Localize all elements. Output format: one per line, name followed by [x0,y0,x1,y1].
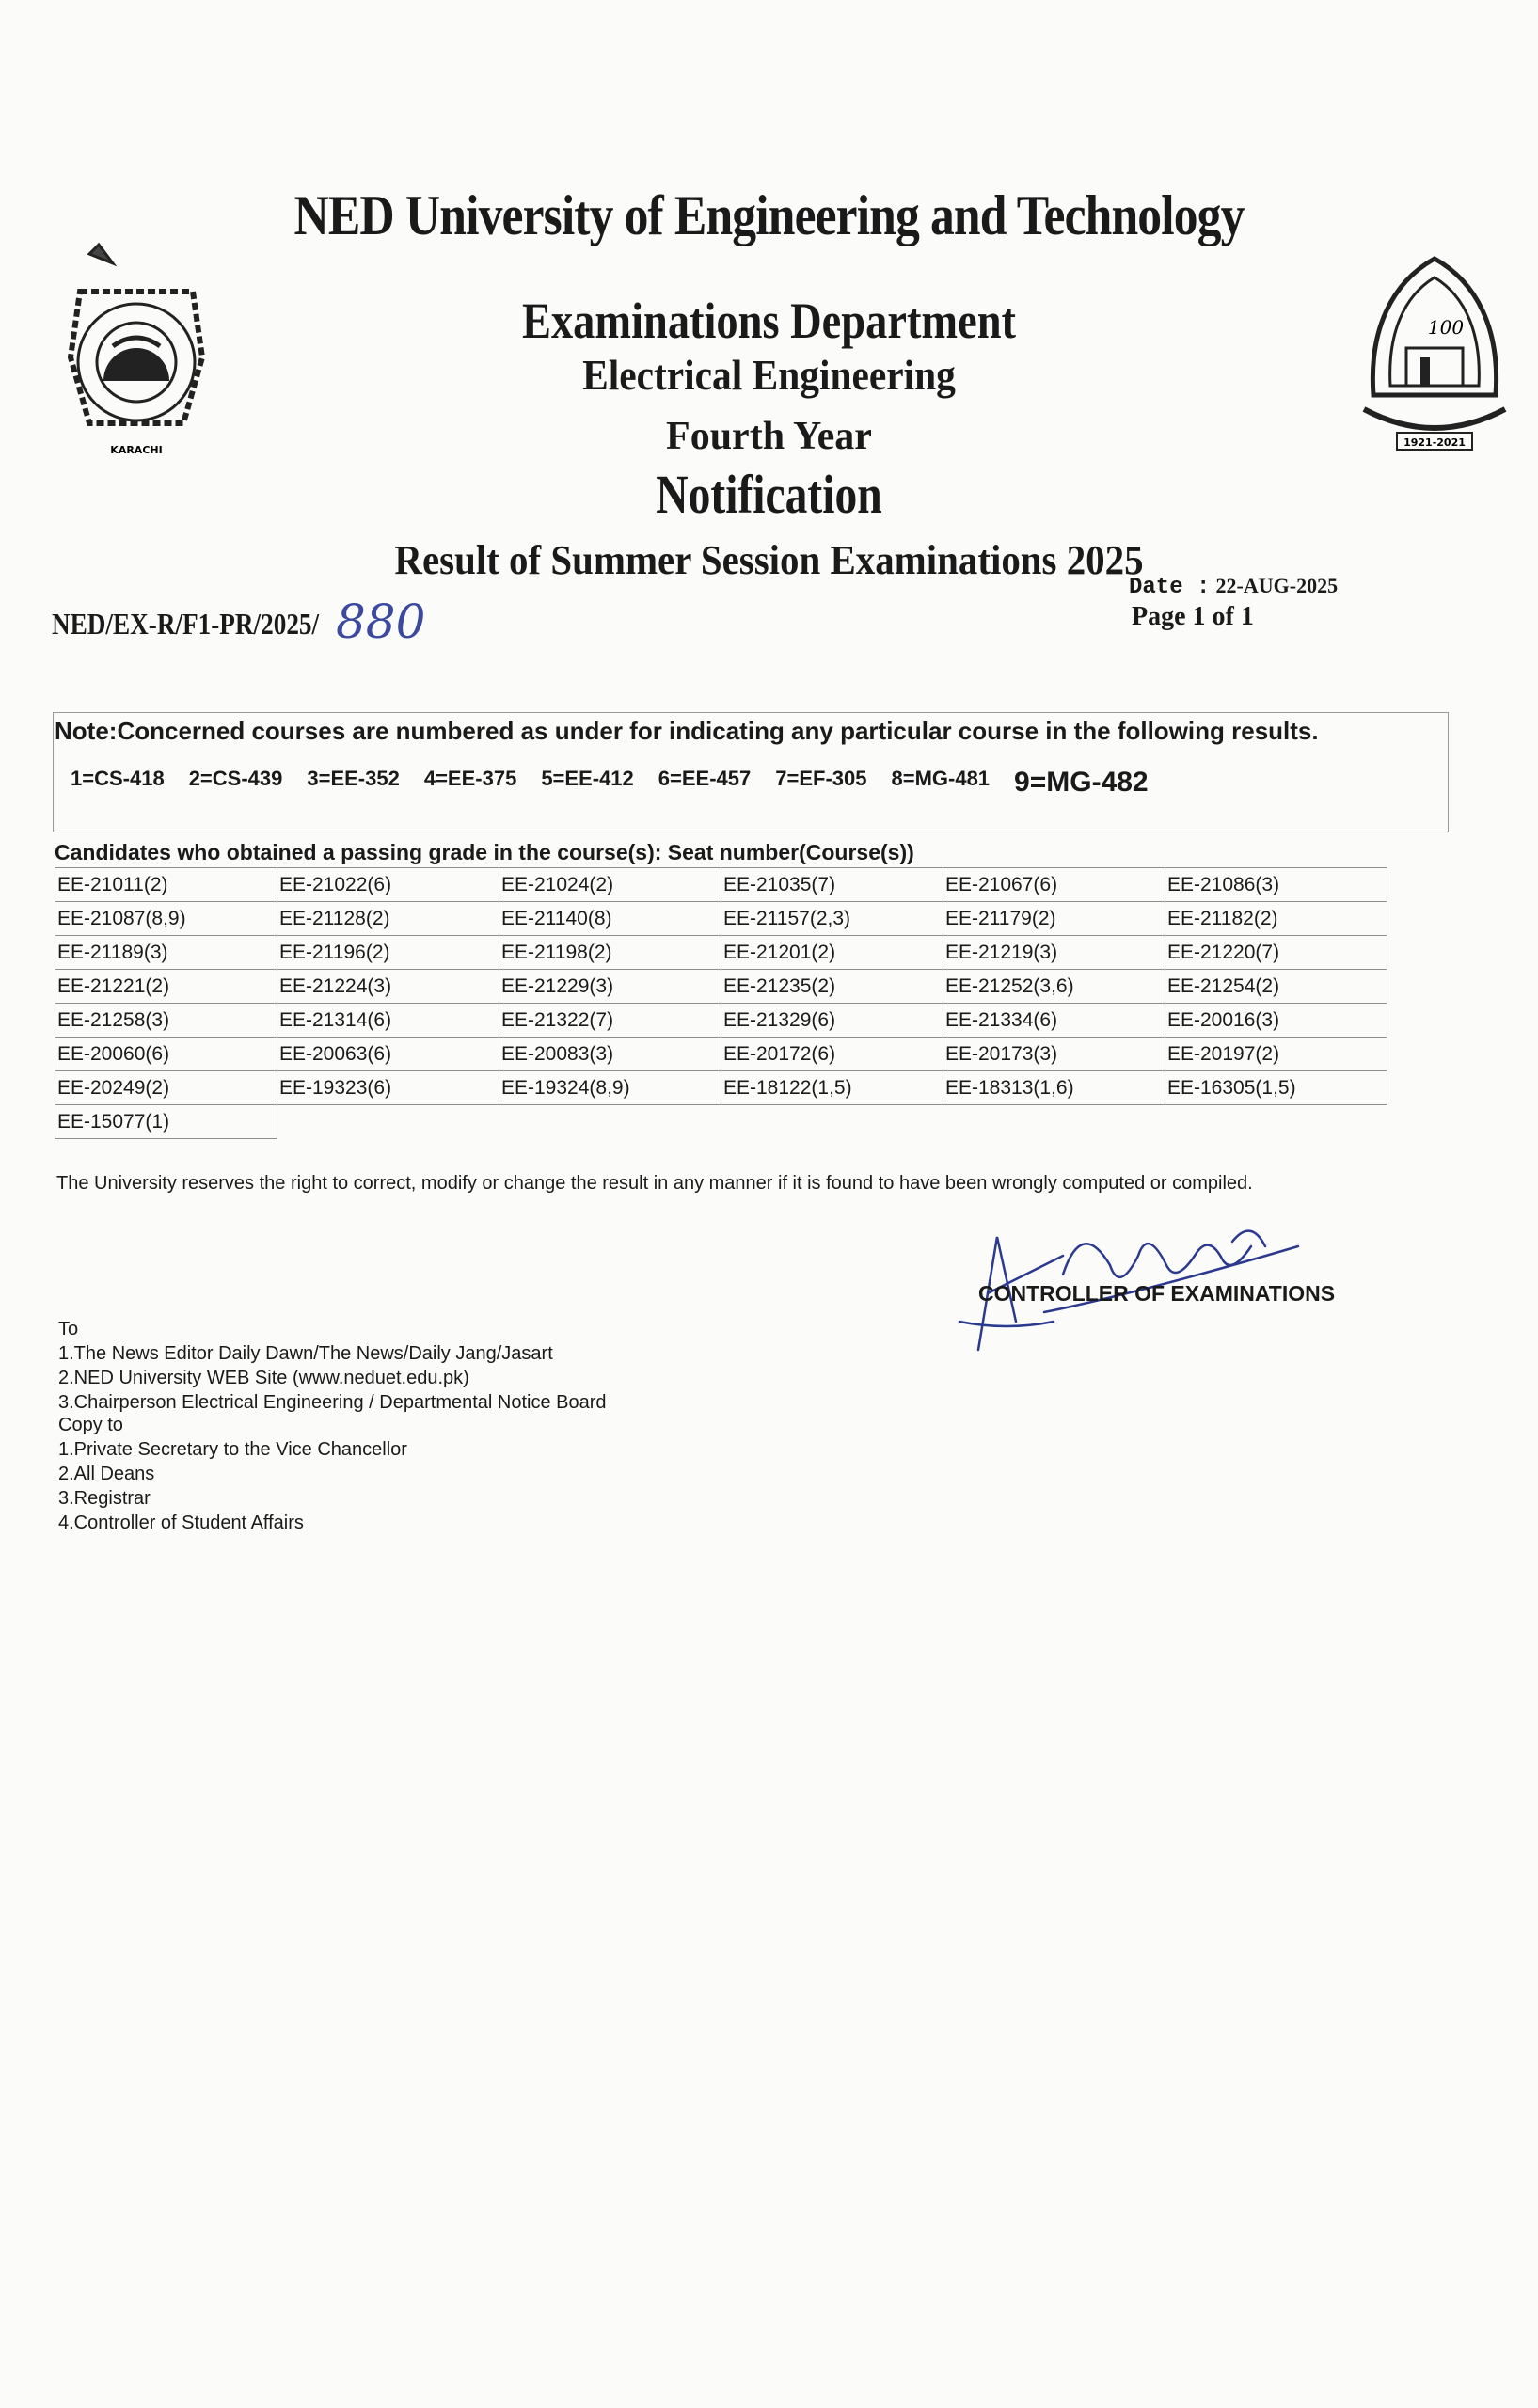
reference-number: NED/EX-R/F1-PR/2025/ [52,607,320,641]
date-value: 22-AUG-2025 [1215,574,1339,597]
date-row [1129,574,1338,600]
seat-number-cell: EE-21329(6) [721,1004,943,1038]
distribution-to [58,1317,607,1415]
seat-number-cell: EE-21035(7) [721,868,943,902]
seat-number-cell: EE-21224(3) [277,970,499,1004]
notification-title: Notification [656,464,882,525]
course-item: 5=EE-412 [541,767,634,790]
svg-text:Jigalkar: Jigalkar [1136,1364,1140,1365]
seat-number-cell: EE-21157(2,3) [721,902,943,936]
handwritten-reference-number: 880 [336,594,426,649]
seat-number-cell: EE-21086(3) [1165,868,1387,902]
results-row [55,868,1387,902]
seat-number-cell: EE-21219(3) [943,936,1165,970]
seat-number-cell: EE-21067(6) [943,868,1165,902]
seat-number-cell: EE-21314(6) [277,1004,499,1038]
seat-number-cell: EE-21140(8) [499,902,721,936]
seat-number-cell: EE-21011(2) [55,868,277,902]
course-item: 9=MG-482 [1014,767,1149,798]
copy-item: 1.Private Secretary to the Vice Chancellor [58,1439,407,1460]
disclaimer: The University reserves the right to correct, modify or change the result in any manner if it is found to have been wrongly computed or compiled. [56,1173,1253,1194]
course-item: 1=CS-418 [71,767,165,790]
result-title: Result of Summer Session Examinations 2025 [394,537,1144,583]
seat-number-cell: EE-20173(3) [943,1038,1165,1071]
seat-number-cell: EE-20016(3) [1165,1004,1387,1038]
year-title: Fourth Year [666,415,872,458]
course-item: 8=MG-481 [891,767,991,790]
seat-number-cell: EE-15077(1) [55,1105,277,1139]
university-title: NED University of Engineering and Technology [293,184,1245,246]
results-row [55,936,1387,970]
to-item: 1.The News Editor Daily Dawn/The News/Daily Jang/Jasart [58,1343,553,1364]
seat-number-cell: EE-18313(1,6) [943,1071,1165,1105]
copy-item: 4.Controller of Student Affairs [58,1513,304,1533]
course-item: 3=EE-352 [307,767,400,790]
seat-number-cell: EE-21252(3,6) [943,970,1165,1004]
to-item: 2.NED University WEB Site (www.neduet.edu.pk) [58,1368,469,1388]
svg-text:1921-2021: 1921-2021 [1403,436,1466,449]
seat-number-cell: EE-21179(2) [943,902,1165,936]
results-row [55,970,1387,1004]
seat-number-cell: EE-21024(2) [499,868,721,902]
course-list [71,767,1173,799]
note-text [55,717,1319,746]
seat-number-cell: EE-20063(6) [277,1038,499,1071]
seat-number-cell: EE-21235(2) [721,970,943,1004]
course-item: 2=CS-439 [188,767,283,790]
seat-number-cell: EE-21221(2) [55,970,277,1004]
results-row [55,1071,1387,1105]
results-row [55,1004,1387,1038]
seat-number-cell: EE-19323(6) [277,1071,499,1105]
note-body: Concerned courses are numbered as under for indicating any particular course in the following results. [117,717,1319,745]
seat-number-cell: EE-20083(3) [499,1038,721,1071]
copy-item: 2.All Deans [58,1464,155,1484]
copy-label: Copy to [58,1415,123,1435]
seat-number-cell: EE-21196(2) [277,936,499,970]
seat-number-cell: EE-21258(3) [55,1004,277,1038]
results-row [55,1038,1387,1071]
seat-number-cell: EE-19324(8,9) [499,1071,721,1105]
date-label: Date : [1129,575,1211,600]
controller-signature [950,1180,1326,1369]
seat-number-cell: EE-21189(3) [55,936,277,970]
seat-number-cell: EE-21254(2) [1165,970,1387,1004]
to-label: To [58,1319,79,1339]
seat-number-cell: EE-21182(2) [1165,902,1387,936]
results-table [55,867,1387,1139]
seat-number-cell: EE-16305(1,5) [1165,1071,1387,1105]
copy-item: 3.Registrar [58,1488,151,1509]
course-item: 7=EF-305 [775,767,867,790]
course-item: 4=EE-375 [423,767,517,790]
svg-text:100: 100 [1427,316,1465,339]
seat-number-cell: EE-21198(2) [499,936,721,970]
seat-number-cell: EE-21220(7) [1165,936,1387,970]
signatory-title: CONTROLLER OF EXAMINATIONS [978,1281,1336,1306]
results-row [55,902,1387,936]
results-heading: Candidates who obtained a passing grade in the course(s): Seat number(Course(s)) [55,840,914,864]
seat-number-cell: EE-20172(6) [721,1038,943,1071]
seat-number-cell: EE-20197(2) [1165,1038,1387,1071]
seat-number-cell: EE-21322(7) [499,1004,721,1038]
seat-number-cell: EE-20060(6) [55,1038,277,1071]
seat-number-cell: EE-21022(6) [277,868,499,902]
svg-text:KARACHI: KARACHI [110,444,163,456]
seat-number-cell: EE-21128(2) [277,902,499,936]
department-title: Examinations Department [521,293,1017,349]
seat-number-cell: EE-18122(1,5) [721,1071,943,1105]
note-label: Note: [55,717,118,745]
to-item: 3.Chairperson Electrical Engineering / Departmental Notice Board [58,1392,607,1413]
seat-number-cell: EE-20249(2) [55,1071,277,1105]
seat-number-cell: EE-21229(3) [499,970,721,1004]
seat-number-cell: EE-21087(8,9) [55,902,277,936]
page-number: Page 1 of 1 [1132,602,1254,631]
results-row [55,1105,1387,1139]
discipline-title: Electrical Engineering [582,351,956,399]
seat-number-cell: EE-21201(2) [721,936,943,970]
seat-number-cell: EE-21334(6) [943,1004,1165,1038]
distribution-copy [58,1411,407,1535]
course-item: 6=EE-457 [658,767,752,790]
